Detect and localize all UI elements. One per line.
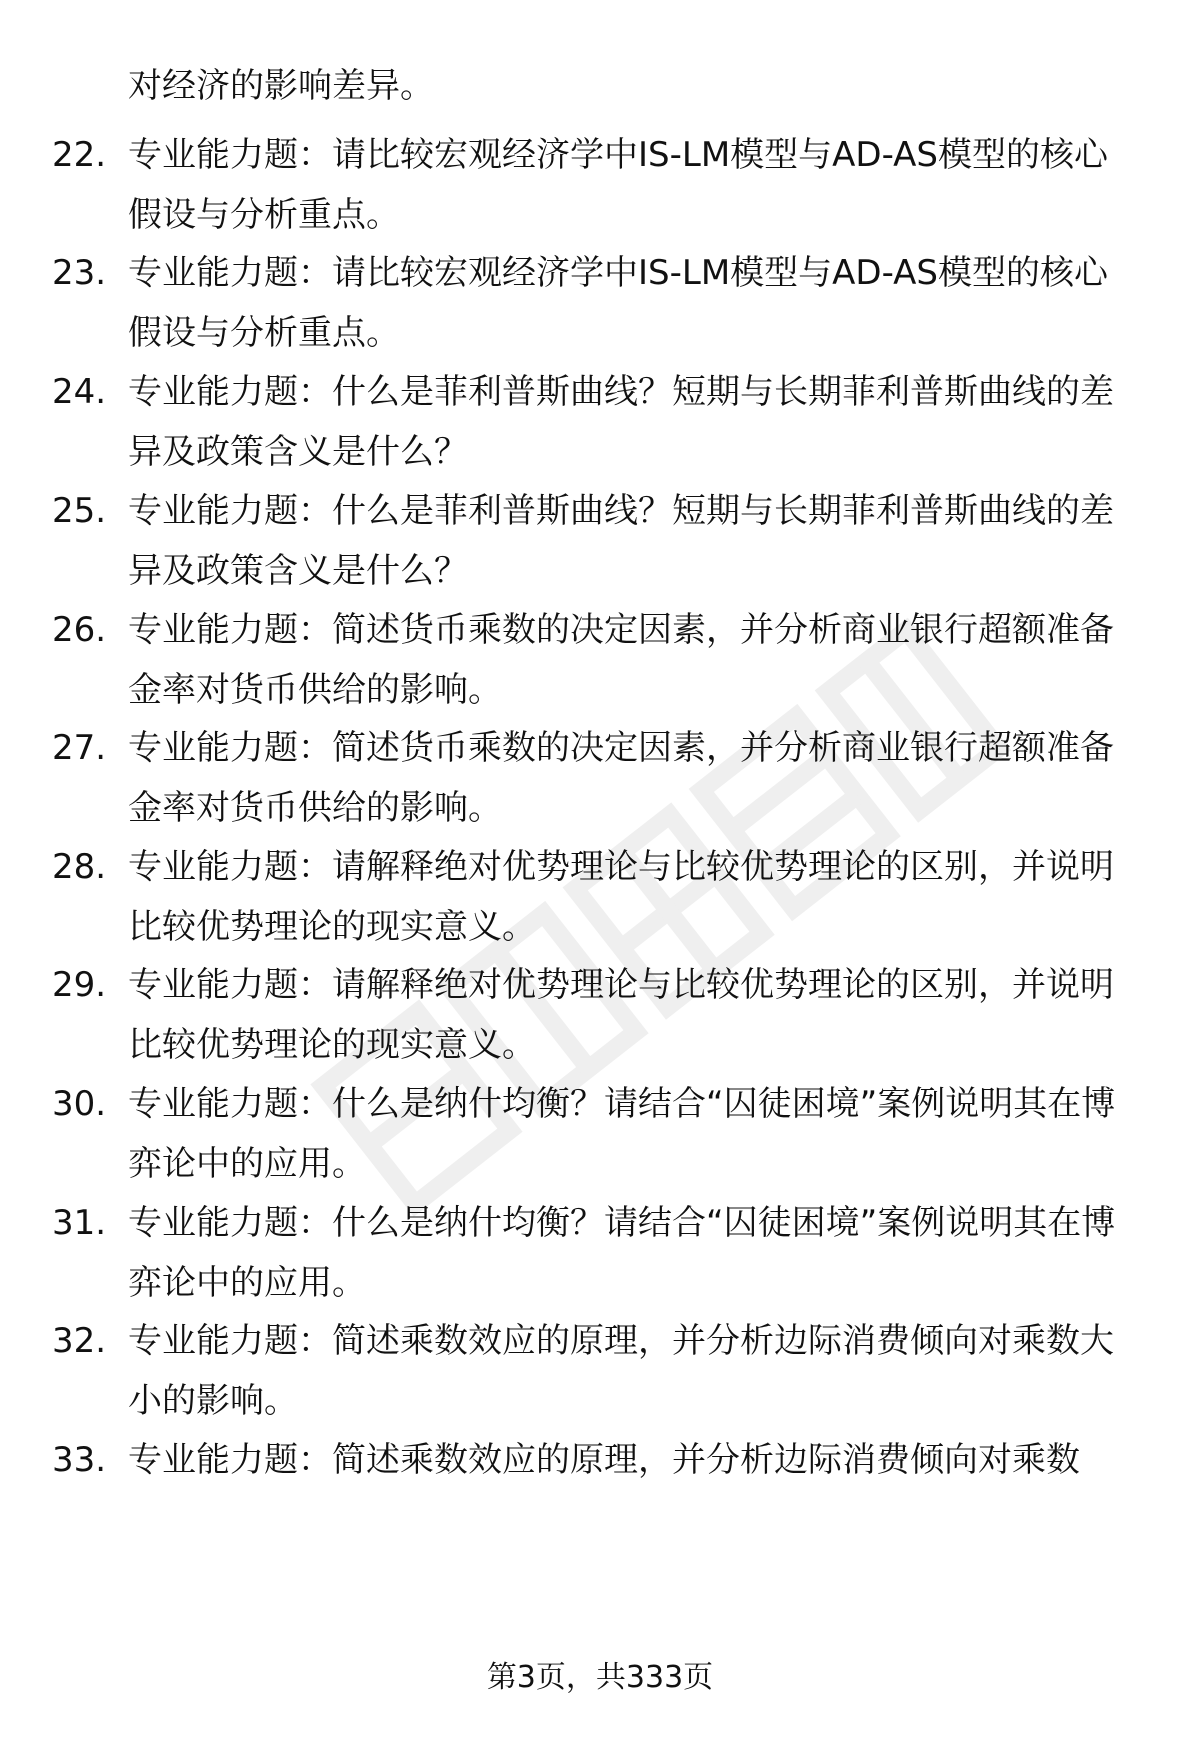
list-item <box>52 837 1152 957</box>
list-item <box>52 125 1152 245</box>
question-text: 专业能力题：请解释绝对优势理论与比较优势理论的区别，并说明比较优势理论的现实意义。 <box>128 965 1114 1065</box>
question-text: 专业能力题：简述乘数效应的原理，并分析边际消费倾向对乘数 <box>128 1440 1080 1480</box>
page-footer: 第3页，共333页 <box>486 1660 714 1695</box>
list-item <box>52 600 1152 720</box>
question-number: 30. <box>52 1084 107 1124</box>
question-number: 24. <box>52 372 107 412</box>
question-text: 专业能力题：简述货币乘数的决定因素，并分析商业银行超额准备金率对货币供给的影响。 <box>128 610 1114 710</box>
question-text: 专业能力题：简述乘数效应的原理，并分析边际消费倾向对乘数大小的影响。 <box>128 1321 1114 1421</box>
question-number: 31. <box>52 1203 107 1243</box>
question-text: 专业能力题：请比较宏观经济学中IS-LM模型与AD-AS模型的核心假设与分析重点。 <box>128 253 1108 353</box>
question-number: 33. <box>52 1440 107 1480</box>
question-number: 26. <box>52 610 107 650</box>
list-item <box>52 1311 1152 1431</box>
list-item <box>52 243 1152 363</box>
question-text: 专业能力题：什么是纳什均衡？请结合“囚徒困境”案例说明其在博弈论中的应用。 <box>128 1203 1116 1303</box>
question-text: 专业能力题：请比较宏观经济学中IS-LM模型与AD-AS模型的核心假设与分析重点。 <box>128 135 1108 235</box>
question-number: 22. <box>52 135 107 175</box>
list-item <box>52 718 1152 838</box>
question-number: 28. <box>52 847 107 887</box>
list-item <box>52 1430 1152 1490</box>
question-number: 25. <box>52 491 107 531</box>
list-item <box>52 1074 1152 1194</box>
question-text: 专业能力题：什么是纳什均衡？请结合“囚徒困境”案例说明其在博弈论中的应用。 <box>128 1084 1116 1184</box>
question-number: 32. <box>52 1321 107 1361</box>
question-number: 29. <box>52 965 107 1005</box>
question-text: 专业能力题：什么是菲利普斯曲线？短期与长期菲利普斯曲线的差异及政策含义是什么？ <box>128 491 1114 591</box>
list-item <box>52 481 1152 601</box>
list-item <box>52 955 1152 1075</box>
continuation-text: 对经济的影响差异。 <box>128 66 434 106</box>
list-item <box>52 362 1152 482</box>
question-text: 专业能力题：请解释绝对优势理论与比较优势理论的区别，并说明比较优势理论的现实意义。 <box>128 847 1114 947</box>
question-number: 23. <box>52 253 107 293</box>
question-text: 专业能力题：什么是菲利普斯曲线？短期与长期菲利普斯曲线的差异及政策含义是什么？ <box>128 372 1114 472</box>
question-number: 27. <box>52 728 107 768</box>
question-text: 专业能力题：简述货币乘数的决定因素，并分析商业银行超额准备金率对货币供给的影响。 <box>128 728 1114 828</box>
list-item <box>52 1193 1152 1313</box>
